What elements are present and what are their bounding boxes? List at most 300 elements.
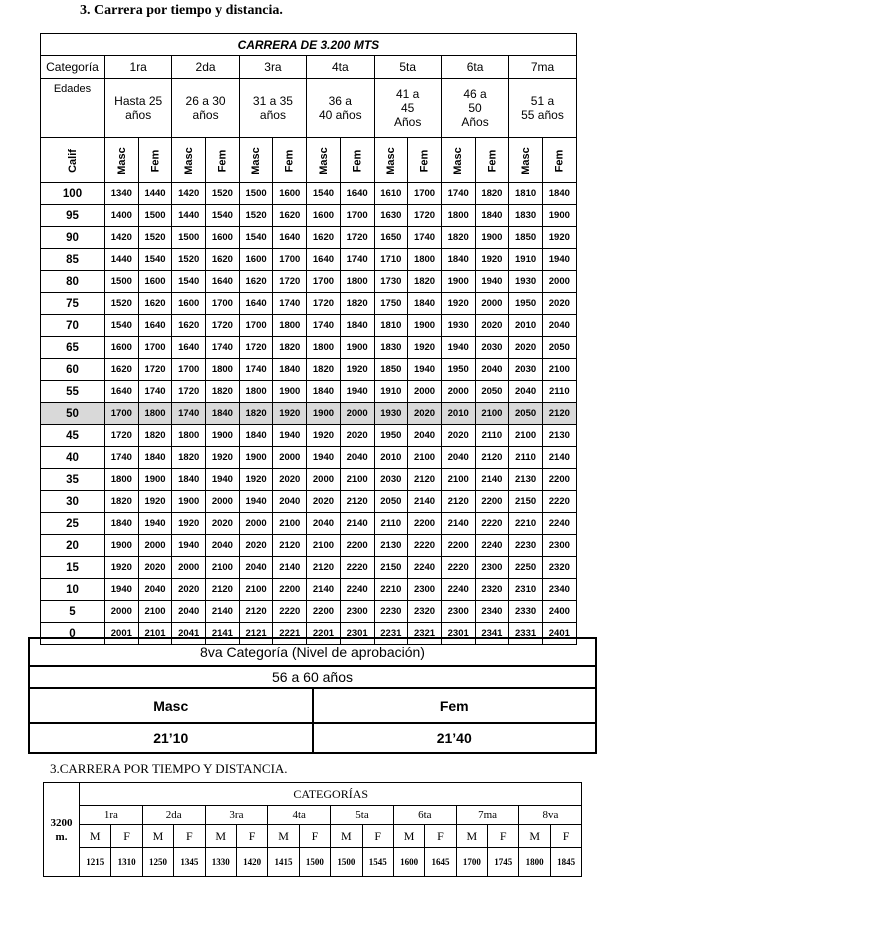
time-value: 2140	[273, 557, 307, 579]
table-row	[41, 579, 577, 601]
time-value: 2040	[206, 535, 240, 557]
time-value: 1920	[408, 337, 442, 359]
time-value: 2050	[542, 337, 576, 359]
category-header-3: 3ra	[239, 56, 306, 79]
calif-value: 90	[41, 227, 105, 249]
time-value: 1500	[105, 271, 139, 293]
time-value: 1820	[441, 227, 475, 249]
time-value: 1920	[138, 491, 172, 513]
time-value: 2200	[441, 535, 475, 557]
time-value: 2000	[273, 447, 307, 469]
time-value: 1940	[138, 513, 172, 535]
time-value: 2101	[138, 623, 172, 645]
time-value: 1740	[239, 359, 273, 381]
time-value: 1920	[172, 513, 206, 535]
time-value: 2140	[542, 447, 576, 469]
time-value: 2130	[509, 469, 543, 491]
time-value: 1900	[542, 205, 576, 227]
time-value: 1600	[105, 337, 139, 359]
time-value: 1820	[172, 447, 206, 469]
time-value: 2340	[475, 601, 509, 623]
time-value: 1900	[475, 227, 509, 249]
time-value: 2150	[374, 557, 408, 579]
fem-header: Fem	[485, 149, 498, 173]
time-value: 1700	[206, 293, 240, 315]
time-value: 2040	[239, 557, 273, 579]
time-value: 1700	[239, 315, 273, 337]
time-value: 2000	[408, 381, 442, 403]
masc-time: 21’10	[29, 723, 313, 753]
fem-header: Fem	[283, 149, 296, 173]
category-header-5: 5ta	[374, 56, 441, 79]
calif-value: 95	[41, 205, 105, 227]
table-row	[41, 183, 577, 205]
time-value: 1910	[509, 249, 543, 271]
time-value: 1840	[239, 425, 273, 447]
time-value: 2240	[542, 513, 576, 535]
time-value: 2200	[273, 579, 307, 601]
time-value: 2100	[307, 535, 341, 557]
summary-category-4: 4ta	[268, 806, 331, 825]
time-value: 1940	[307, 447, 341, 469]
time-value: 1940	[408, 359, 442, 381]
calif-value: 10	[41, 579, 105, 601]
time-value: 2000	[475, 293, 509, 315]
time-value: 2230	[374, 601, 408, 623]
time-value: 1940	[340, 381, 374, 403]
time-value: 1820	[105, 491, 139, 513]
time-value: 2020	[542, 293, 576, 315]
time-value: 2050	[509, 403, 543, 425]
time-value: 1640	[172, 337, 206, 359]
time-value: 2220	[475, 513, 509, 535]
time-value: 2050	[374, 491, 408, 513]
time-value: 1840	[307, 381, 341, 403]
time-value: 1740	[340, 249, 374, 271]
time-value: 1730	[374, 271, 408, 293]
time-value: 2310	[509, 579, 543, 601]
summary-category-7: 7ma	[456, 806, 519, 825]
time-value: 1920	[105, 557, 139, 579]
time-value: 1620	[206, 249, 240, 271]
time-value: 2020	[408, 403, 442, 425]
time-value: 1950	[509, 293, 543, 315]
summary-time-value: 1700	[456, 848, 487, 877]
time-value: 1840	[105, 513, 139, 535]
time-value: 1340	[105, 183, 139, 205]
time-value: 1930	[374, 403, 408, 425]
time-value: 1940	[239, 491, 273, 513]
section-heading-bottom: 3.CARRERA POR TIEMPO Y DISTANCIA.	[50, 761, 288, 776]
time-value: 1940	[206, 469, 240, 491]
time-value: 1600	[307, 205, 341, 227]
time-value: 2140	[441, 513, 475, 535]
m-header: M	[456, 825, 487, 848]
time-value: 2301	[441, 623, 475, 645]
time-value: 1610	[374, 183, 408, 205]
time-value: 2200	[542, 469, 576, 491]
time-value: 1940	[441, 337, 475, 359]
time-value: 1810	[509, 183, 543, 205]
time-value: 2120	[206, 579, 240, 601]
time-value: 2110	[475, 425, 509, 447]
time-value: 2130	[542, 425, 576, 447]
time-value: 2040	[138, 579, 172, 601]
m-header: M	[331, 825, 362, 848]
summary-time-value: 1500	[299, 848, 330, 877]
time-value: 2300	[441, 601, 475, 623]
f-header: F	[425, 825, 456, 848]
time-value: 1700	[172, 359, 206, 381]
time-value: 2100	[542, 359, 576, 381]
calif-value: 60	[41, 359, 105, 381]
time-value: 2020	[307, 491, 341, 513]
time-value: 1740	[273, 293, 307, 315]
masc-header: Masc	[317, 147, 330, 175]
time-value: 2010	[509, 315, 543, 337]
table-row	[41, 381, 577, 403]
summary-category-1: 1ra	[80, 806, 143, 825]
time-value: 2100	[408, 447, 442, 469]
time-value: 1740	[307, 315, 341, 337]
time-value: 2020	[172, 579, 206, 601]
time-value: 1950	[441, 359, 475, 381]
time-value: 2200	[408, 513, 442, 535]
calif-value: 70	[41, 315, 105, 337]
masc-header-cell	[307, 138, 341, 183]
time-value: 1640	[105, 381, 139, 403]
category-header-4: 4ta	[307, 56, 374, 79]
time-value: 1700	[408, 183, 442, 205]
table-row	[41, 227, 577, 249]
eighth-category-table	[28, 637, 597, 754]
time-value: 1540	[172, 271, 206, 293]
time-value: 1850	[509, 227, 543, 249]
time-value: 1600	[206, 227, 240, 249]
time-value: 1540	[206, 205, 240, 227]
time-value: 1500	[138, 205, 172, 227]
time-value: 2250	[509, 557, 543, 579]
time-value: 1620	[307, 227, 341, 249]
time-value: 2240	[340, 579, 374, 601]
time-value: 2130	[374, 535, 408, 557]
time-value: 2140	[408, 491, 442, 513]
time-value: 2020	[273, 469, 307, 491]
time-value: 1900	[239, 447, 273, 469]
time-value: 1500	[172, 227, 206, 249]
time-value: 2100	[475, 403, 509, 425]
fem-header: Fem	[216, 149, 229, 173]
time-value: 1640	[273, 227, 307, 249]
time-value: 2240	[475, 535, 509, 557]
time-value: 1620	[105, 359, 139, 381]
time-value: 1800	[408, 249, 442, 271]
time-value: 2000	[206, 491, 240, 513]
time-value: 1820	[475, 183, 509, 205]
masc-header: Masc	[452, 147, 465, 175]
time-value: 2020	[138, 557, 172, 579]
masc-header: Masc	[115, 147, 128, 175]
time-value: 2120	[239, 601, 273, 623]
time-value: 2320	[542, 557, 576, 579]
time-value: 1900	[172, 491, 206, 513]
time-value: 1720	[340, 227, 374, 249]
time-value: 1440	[138, 183, 172, 205]
summary-time-value: 1215	[80, 848, 111, 877]
time-value: 1800	[206, 359, 240, 381]
age-range-4: 36 a 40 años	[307, 79, 374, 138]
calif-value: 80	[41, 271, 105, 293]
category-header-7: 7ma	[509, 56, 576, 79]
summary-time-value: 1310	[111, 848, 142, 877]
m-header: M	[393, 825, 424, 848]
time-value: 2240	[441, 579, 475, 601]
summary-time-value: 1345	[174, 848, 205, 877]
masc-header-cell	[239, 138, 273, 183]
section-heading: 3. Carrera por tiempo y distancia.	[80, 3, 283, 18]
calif-value: 5	[41, 601, 105, 623]
table-row	[41, 359, 577, 381]
category-label: Categoría	[41, 56, 105, 79]
summary-time-value: 1545	[362, 848, 393, 877]
time-value: 2240	[408, 557, 442, 579]
summary-category-3: 3ra	[205, 806, 268, 825]
time-value: 2100	[273, 513, 307, 535]
time-value: 1930	[441, 315, 475, 337]
time-value: 2100	[138, 601, 172, 623]
time-value: 2140	[340, 513, 374, 535]
f-header: F	[299, 825, 330, 848]
calif-value: 55	[41, 381, 105, 403]
time-value: 1810	[374, 315, 408, 337]
categories-summary-table	[43, 782, 582, 877]
time-value: 1900	[340, 337, 374, 359]
time-value: 1920	[340, 359, 374, 381]
time-value: 2100	[206, 557, 240, 579]
summary-category-6: 6ta	[393, 806, 456, 825]
m-header: M	[519, 825, 550, 848]
time-value: 1600	[172, 293, 206, 315]
time-value: 1940	[542, 249, 576, 271]
time-value: 1820	[273, 337, 307, 359]
time-value: 1840	[206, 403, 240, 425]
calif-value: 30	[41, 491, 105, 513]
time-value: 1740	[408, 227, 442, 249]
time-value: 1520	[105, 293, 139, 315]
time-value: 2030	[475, 337, 509, 359]
time-value: 2201	[307, 623, 341, 645]
time-value: 2040	[172, 601, 206, 623]
calif-value: 45	[41, 425, 105, 447]
time-value: 1740	[138, 381, 172, 403]
fem-header-cell	[138, 138, 172, 183]
time-value: 1820	[239, 403, 273, 425]
time-value: 2010	[374, 447, 408, 469]
table-row	[41, 557, 577, 579]
calif-value: 35	[41, 469, 105, 491]
time-value: 1540	[105, 315, 139, 337]
time-value: 2000	[542, 271, 576, 293]
time-value: 2030	[509, 359, 543, 381]
time-value: 2020	[239, 535, 273, 557]
time-value: 2120	[307, 557, 341, 579]
time-value: 1520	[172, 249, 206, 271]
time-value: 1920	[206, 447, 240, 469]
f-header: F	[174, 825, 205, 848]
eighth-category-ages: 56 a 60 años	[29, 666, 596, 688]
time-value: 1840	[542, 183, 576, 205]
time-value: 2041	[172, 623, 206, 645]
time-value: 2220	[408, 535, 442, 557]
time-value: 2341	[475, 623, 509, 645]
race-score-table	[40, 33, 577, 645]
category-header-6: 6ta	[441, 56, 508, 79]
time-value: 1920	[475, 249, 509, 271]
table-row	[41, 249, 577, 271]
category-header-1: 1ra	[105, 56, 172, 79]
time-value: 1940	[273, 425, 307, 447]
time-value: 2040	[441, 447, 475, 469]
time-value: 1830	[374, 337, 408, 359]
time-value: 2040	[273, 491, 307, 513]
time-value: 1800	[172, 425, 206, 447]
time-value: 2321	[408, 623, 442, 645]
time-value: 2040	[509, 381, 543, 403]
time-value: 2200	[340, 535, 374, 557]
f-header: F	[488, 825, 519, 848]
fem-header: Fem	[553, 149, 566, 173]
time-value: 1800	[340, 271, 374, 293]
summary-time-value: 1500	[331, 848, 362, 877]
time-value: 2140	[206, 601, 240, 623]
time-value: 1820	[408, 271, 442, 293]
time-value: 1840	[172, 469, 206, 491]
time-value: 2120	[408, 469, 442, 491]
time-value: 1700	[340, 205, 374, 227]
time-value: 1700	[273, 249, 307, 271]
time-value: 1720	[307, 293, 341, 315]
summary-time-value: 1600	[393, 848, 424, 877]
fem-header: Fem	[313, 688, 597, 723]
time-value: 1540	[239, 227, 273, 249]
masc-header: Masc	[29, 688, 313, 723]
time-value: 2110	[542, 381, 576, 403]
time-value: 2100	[441, 469, 475, 491]
summary-time-value: 1745	[488, 848, 519, 877]
time-value: 2331	[509, 623, 543, 645]
time-value: 2020	[206, 513, 240, 535]
table-row	[41, 469, 577, 491]
time-value: 2210	[374, 579, 408, 601]
summary-time-value: 1645	[425, 848, 456, 877]
time-value: 2140	[307, 579, 341, 601]
eighth-category-title: 8va Categoría (Nivel de aprobación)	[29, 638, 596, 666]
time-value: 1800	[105, 469, 139, 491]
m-header: M	[80, 825, 111, 848]
time-value: 2020	[509, 337, 543, 359]
time-value: 2100	[509, 425, 543, 447]
summary-time-value: 1800	[519, 848, 550, 877]
calif-value: 40	[41, 447, 105, 469]
masc-header-cell	[374, 138, 408, 183]
calif-value: 25	[41, 513, 105, 535]
time-value: 2000	[239, 513, 273, 535]
time-value: 1920	[273, 403, 307, 425]
time-value: 1740	[172, 403, 206, 425]
time-value: 2050	[475, 381, 509, 403]
masc-header: Masc	[519, 147, 532, 175]
time-value: 1440	[105, 249, 139, 271]
time-value: 1640	[340, 183, 374, 205]
age-range-3: 31 a 35 años	[239, 79, 306, 138]
table-row	[41, 337, 577, 359]
time-value: 1720	[206, 315, 240, 337]
time-value: 2200	[307, 601, 341, 623]
time-value: 2010	[441, 403, 475, 425]
summary-time-value: 1420	[236, 848, 267, 877]
fem-header-cell	[475, 138, 509, 183]
table-title: CARRERA DE 3.200 MTS	[41, 34, 577, 56]
time-value: 2301	[340, 623, 374, 645]
time-value: 1840	[408, 293, 442, 315]
categories-title: CATEGORÍAS	[80, 783, 582, 806]
calif-value: 20	[41, 535, 105, 557]
time-value: 2040	[307, 513, 341, 535]
f-header: F	[111, 825, 142, 848]
time-value: 2100	[239, 579, 273, 601]
time-value: 1700	[105, 403, 139, 425]
time-value: 2230	[509, 535, 543, 557]
table-row	[41, 491, 577, 513]
time-value: 1920	[441, 293, 475, 315]
time-value: 1900	[138, 469, 172, 491]
time-value: 1900	[408, 315, 442, 337]
time-value: 2120	[340, 491, 374, 513]
masc-header: Masc	[384, 147, 397, 175]
summary-category-8: 8va	[519, 806, 582, 825]
time-value: 2001	[105, 623, 139, 645]
calif-value: 0	[41, 623, 105, 645]
m-header: M	[205, 825, 236, 848]
time-value: 1840	[441, 249, 475, 271]
time-value: 1400	[105, 205, 139, 227]
time-value: 2121	[239, 623, 273, 645]
fem-header: Fem	[351, 149, 364, 173]
time-value: 1520	[206, 183, 240, 205]
time-value: 2000	[138, 535, 172, 557]
time-value: 2300	[475, 557, 509, 579]
time-value: 2000	[105, 601, 139, 623]
summary-time-value: 1415	[268, 848, 299, 877]
time-value: 1540	[138, 249, 172, 271]
time-value: 1940	[105, 579, 139, 601]
fem-header-cell	[542, 138, 576, 183]
time-value: 1600	[138, 271, 172, 293]
time-value: 2020	[475, 315, 509, 337]
time-value: 1820	[307, 359, 341, 381]
time-value: 1630	[374, 205, 408, 227]
time-value: 2220	[340, 557, 374, 579]
time-value: 1600	[273, 183, 307, 205]
time-value: 1620	[138, 293, 172, 315]
table-row	[41, 447, 577, 469]
time-value: 1620	[239, 271, 273, 293]
fem-header-cell	[273, 138, 307, 183]
time-value: 1900	[273, 381, 307, 403]
time-value: 1840	[340, 315, 374, 337]
time-value: 1900	[105, 535, 139, 557]
masc-header: Masc	[250, 147, 263, 175]
